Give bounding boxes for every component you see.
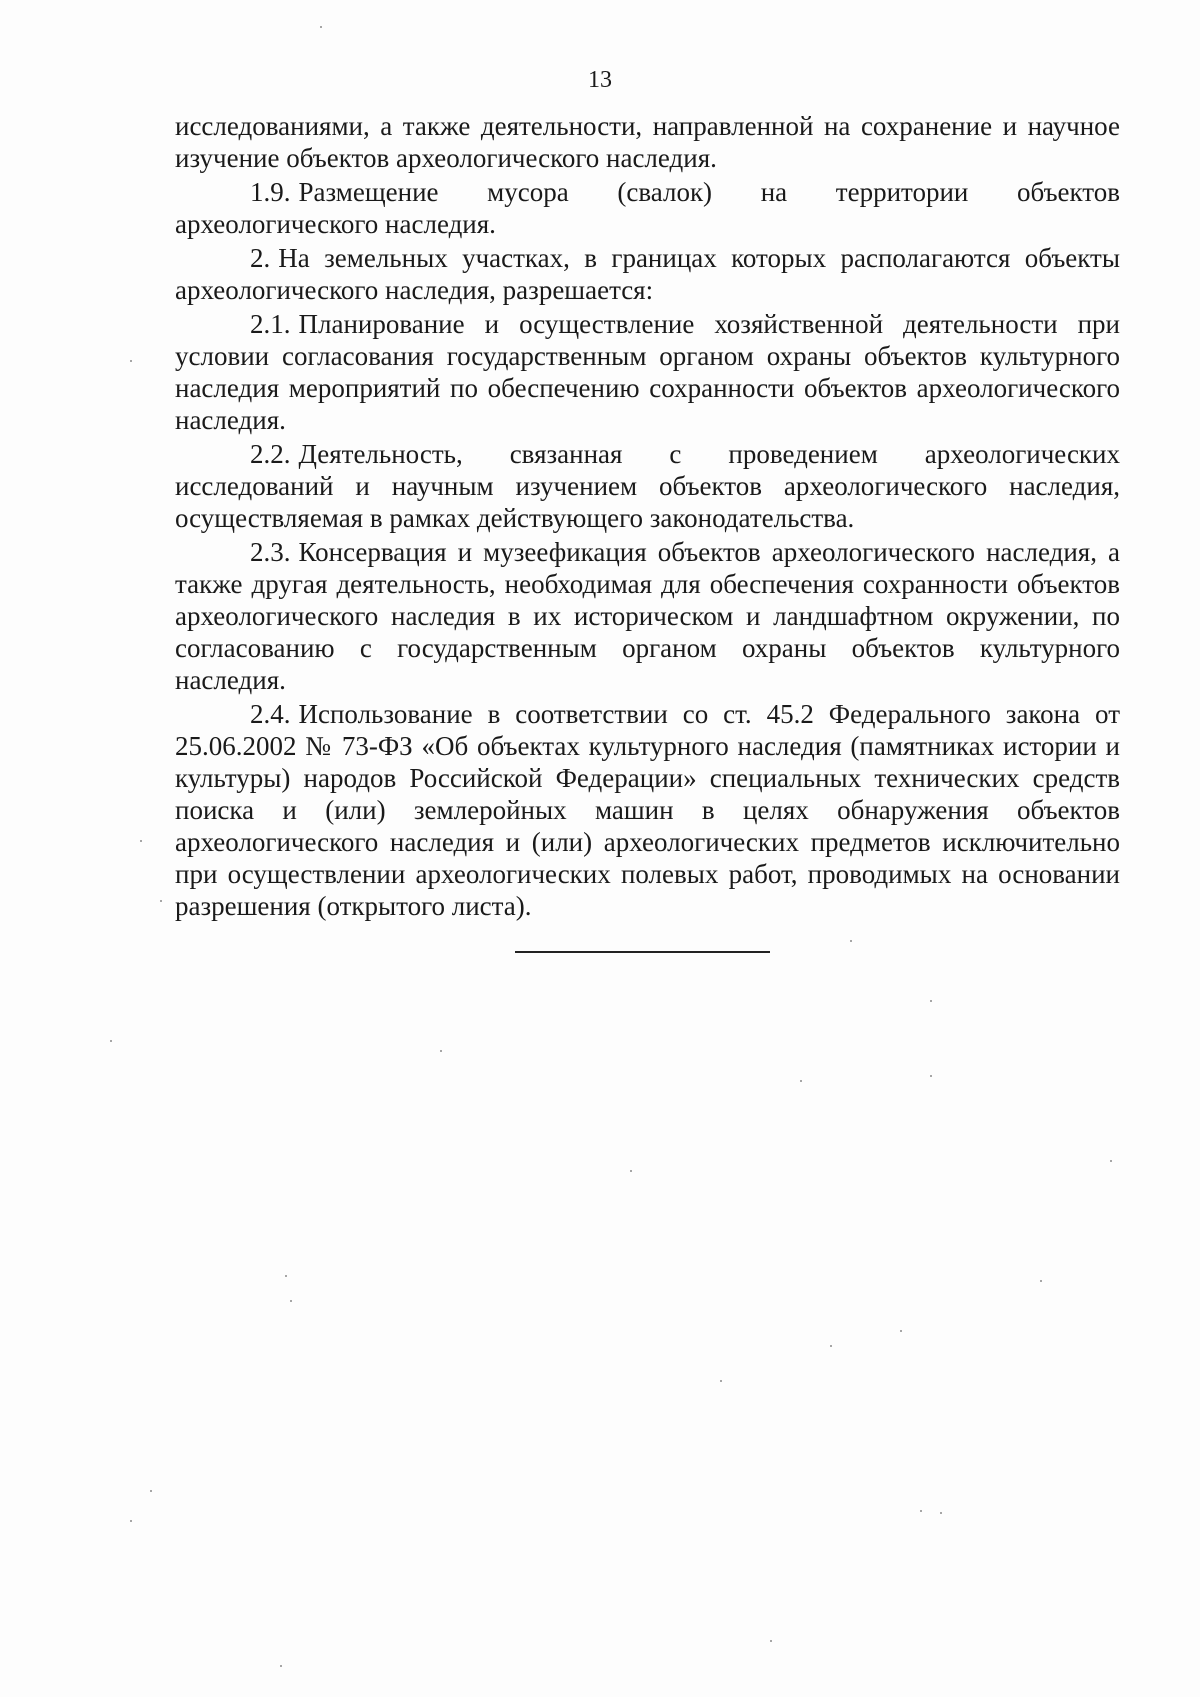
paragraph-continuation [175,110,1120,174]
scan-speck [130,1520,132,1522]
scan-speck [440,1050,442,1052]
scan-speck [720,1380,722,1382]
scan-speck [290,1300,292,1302]
scan-speck [1110,1160,1112,1162]
scan-speck [150,1490,152,1492]
paragraph-number: 2. [250,243,271,273]
paragraph-2-4 [175,698,1120,922]
scan-speck [130,360,132,362]
scan-speck [800,1080,802,1082]
scan-speck [850,940,852,942]
paragraph-text: На земельных участках, в границах которых располагаются объекты археологического наследия, разрешается: [175,243,1120,305]
paragraph-text: Размещение мусора (свалок) на территории объектов археологического наследия. [175,177,1120,239]
paragraph-text: Деятельность, связанная с проведением археологических исследований и научным изучением объектов археологического наследия, осуществляемая в рамках действующего законодательства. [175,439,1120,533]
paragraph-2-2 [175,438,1120,534]
scan-speck [320,26,322,28]
paragraph-number: 2.3. [250,537,291,567]
scan-speck [285,1275,287,1277]
scan-speck [930,1075,932,1077]
paragraph-number: 2.4. [250,699,291,729]
paragraph-text: исследованиями, а также деятельности, направленной на сохранение и научное изучение объектов археологического наследия. [175,111,1120,173]
scan-speck [630,1170,632,1172]
paragraph-text: Использование в соответствии со ст. 45.2 Федерального закона от 25.06.2002 № 73-ФЗ «Об объектах культурного наследия (памятниках истории и культуры) народов Российской Федерации» специальных технических средств поиска и (или) землеройных машин в целях обнаружения объектов археологического наследия и (или) археологических предметов исключительно при осуществлении археологических полевых работ, проводимых на основании разрешения (открытого листа). [175,699,1120,921]
scan-speck [1040,1280,1042,1282]
scan-speck [280,1665,282,1667]
closing-rule [515,951,770,953]
paragraph-number: 2.2. [250,439,291,469]
scan-speck [930,1000,932,1002]
scan-speck [770,1640,772,1642]
paragraph-number: 2.1. [250,309,291,339]
paragraph-2 [175,242,1120,306]
scan-speck [830,1345,832,1347]
scan-speck [900,1330,902,1332]
scan-speck [110,1040,112,1042]
paragraph-2-3 [175,536,1120,696]
scan-speck [920,1510,922,1512]
paragraph-text: Консервация и музеефикация объектов археологического наследия, а также другая деятельность, необходимая для обеспечения сохранности объектов археологического наследия в их историческом и ландшафтном окружении, по согласованию с государственным органом охраны объектов культурного наследия. [175,537,1120,695]
scan-speck [160,900,162,902]
paragraph-1-9 [175,176,1120,240]
page-number: 13 [588,67,612,93]
document-body [175,110,1120,924]
scan-speck [940,1512,942,1514]
paragraph-2-1 [175,308,1120,436]
paragraph-text: Планирование и осуществление хозяйственной деятельности при условии согласования государственным органом охраны объектов культурного наследия мероприятий по обеспечению сохранности объектов археологического наследия. [175,309,1120,435]
scan-speck [140,840,142,842]
paragraph-number: 1.9. [250,177,291,207]
